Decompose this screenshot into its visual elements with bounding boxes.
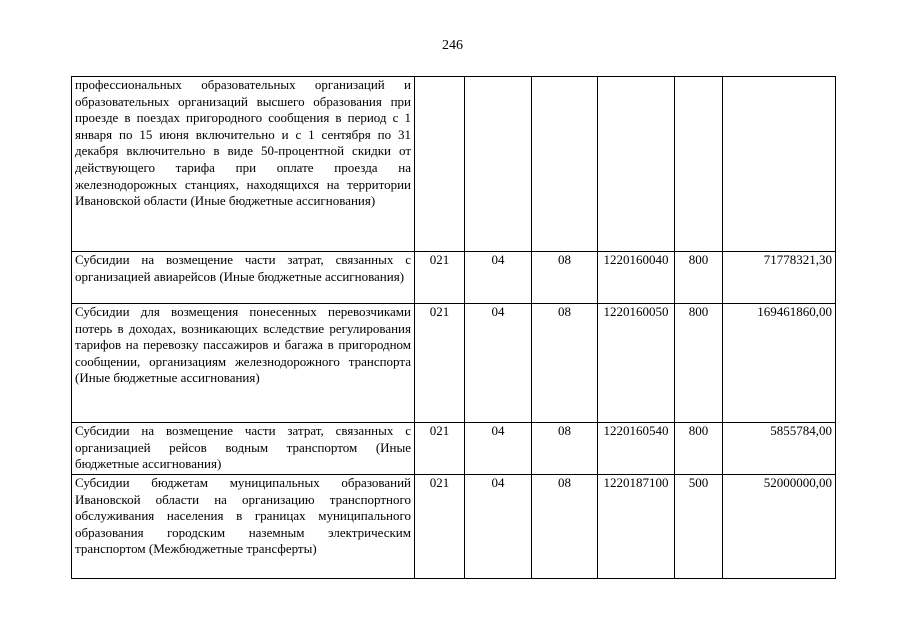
row-target-article [598, 77, 675, 252]
row-expense-type: 800 [675, 423, 723, 475]
row-section-code: 04 [465, 423, 532, 475]
table-row [72, 77, 836, 252]
row-ministry-code [415, 77, 465, 252]
row-amount: 52000000,00 [723, 475, 836, 579]
row-subsection-code: 08 [532, 304, 598, 423]
row-expense-type: 500 [675, 475, 723, 579]
row-description: Субсидии на возмещение части затрат, связанных с организацией рейсов водным транспортом (Иные бюджетные ассигнования) [72, 423, 415, 475]
row-ministry-code: 021 [415, 423, 465, 475]
row-expense-type: 800 [675, 252, 723, 304]
row-description: Субсидии на возмещение части затрат, связанных с организацией авиарейсов (Иные бюджетные ассигнования) [72, 252, 415, 304]
row-description: Субсидии для возмещения понесенных перевозчиками потерь в доходах, возникающих вследствие регулирования тарифов на перевозку пассажиров и багажа в пригородном сообщении, организациям железнодорожного транспорта (Иные бюджетные ассигнования) [72, 304, 415, 423]
row-amount [723, 77, 836, 252]
row-subsection-code: 08 [532, 423, 598, 475]
table-row [72, 423, 836, 475]
row-ministry-code: 021 [415, 252, 465, 304]
row-target-article: 1220160040 [598, 252, 675, 304]
row-subsection-code: 08 [532, 252, 598, 304]
row-target-article: 1220160540 [598, 423, 675, 475]
row-section-code: 04 [465, 252, 532, 304]
row-ministry-code: 021 [415, 475, 465, 579]
table-row [72, 252, 836, 304]
table-row [72, 475, 836, 579]
row-subsection-code: 08 [532, 475, 598, 579]
row-section-code [465, 77, 532, 252]
row-description: Субсидии бюджетам муниципальных образований Ивановской области на организацию транспортного обслуживания населения в границах муниципального образования городским наземным электрическим транспортом (Межбюджетные трансферты) [72, 475, 415, 579]
row-expense-type [675, 77, 723, 252]
budget-table [71, 76, 836, 579]
table-row [72, 304, 836, 423]
row-ministry-code: 021 [415, 304, 465, 423]
row-subsection-code [532, 77, 598, 252]
page-number: 246 [442, 38, 463, 53]
row-section-code: 04 [465, 475, 532, 579]
row-amount: 5855784,00 [723, 423, 836, 475]
row-expense-type: 800 [675, 304, 723, 423]
row-description: профессиональных образовательных организаций и образовательных организаций высшего образования при проезде в поездах пригородного сообщения в период с 1 января по 15 июня включительно и с 1 сентября по 31 декабря включительно в виде 50-процентной скидки от действующего тарифа при оплате проезда на железнодорожных станциях, находящихся на территории Ивановской области (Иные бюджетные ассигнования) [72, 77, 415, 252]
row-amount: 169461860,00 [723, 304, 836, 423]
row-target-article: 1220187100 [598, 475, 675, 579]
row-target-article: 1220160050 [598, 304, 675, 423]
row-amount: 71778321,30 [723, 252, 836, 304]
row-section-code: 04 [465, 304, 532, 423]
